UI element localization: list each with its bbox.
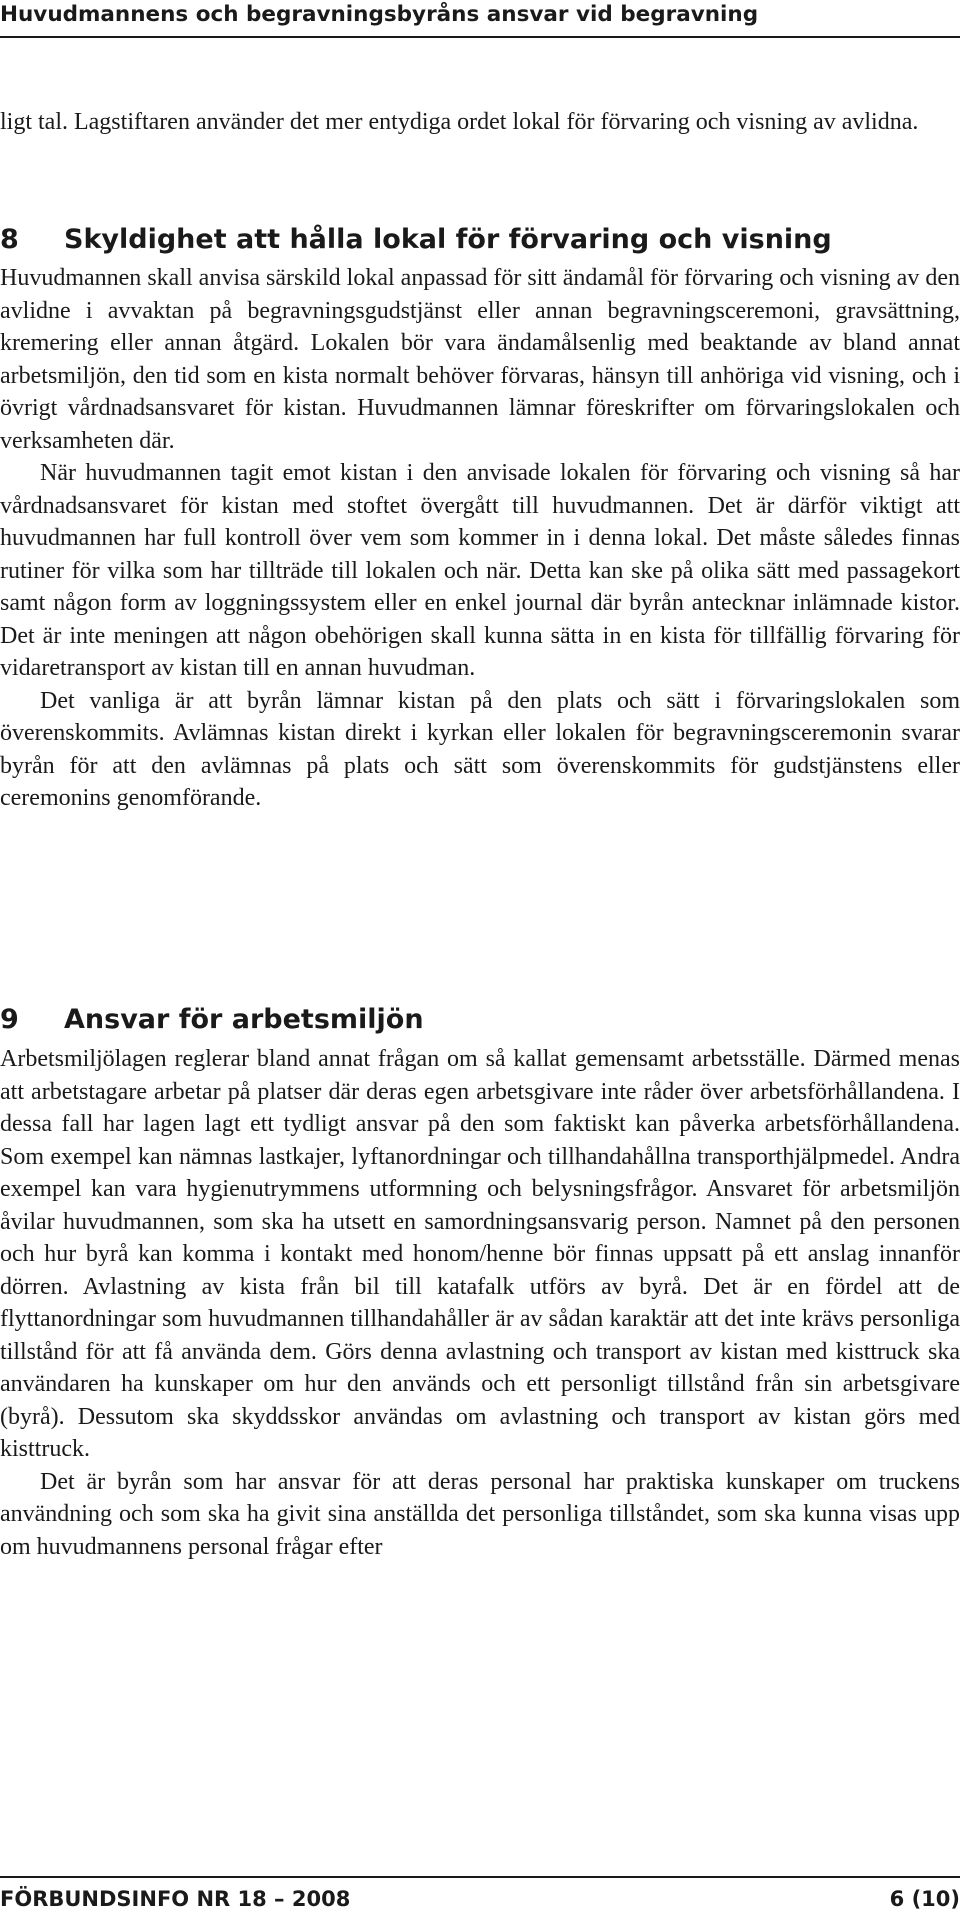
section-8-paragraph-1: Huvudmannen skall anvisa särskild lokal anpassad för sitt ändamål för förvaring och visning av den avlidne i avvaktan på begravningsgudstjänst eller annan begravningsceremoni, gravsättning, kremering eller annan åtgärd. Lokalen bör vara ändamålsenlig med beaktande av bland annat arbetsmiljön, den tid som en kista normalt behöver förvaras, hänsyn till anhöriga vid visning, och i övrigt vårdnadsansvaret för kistan. Huvudmannen lämnar föreskrifter om förvaringslokalen och verksamheten där.	[0, 265, 960, 454]
intro-paragraph: ligt tal. Lagstiftaren använder det mer entydiga ordet lokal för förvaring och visning av avlidna.	[0, 109, 919, 135]
page-footer	[0, 1884, 960, 1914]
footer-rule	[0, 1876, 960, 1878]
section-9-text	[0, 1043, 960, 1563]
running-header: Huvudmannens och begravningsbyråns ansvar vid begravning	[0, 2, 759, 27]
section-9-paragraph-2: Det är byrån som har ansvar för att deras personal har praktiska kunskaper om truckens användning och som ska ha givit sina anställda det personliga tillståndet, som ska kunna visas upp om huvudmannens personal frågar efter	[0, 1468, 960, 1560]
section-8-text	[0, 262, 960, 815]
footer-publication: FÖRBUNDSINFO NR 18 – 2008	[0, 1887, 351, 1911]
footer-page-number: 6 (10)	[889, 1887, 960, 1911]
section-9-heading	[0, 1002, 960, 1038]
header-rule	[0, 36, 960, 38]
section-8-heading	[0, 222, 960, 258]
intro-text	[0, 106, 960, 139]
section-9-number: 9	[0, 1004, 19, 1035]
section-9-title: Ansvar för arbetsmiljön	[64, 1004, 424, 1035]
section-8-paragraph-3: Det vanliga är att byrån lämnar kistan på den plats och sätt i förvaringslokalen som överenskommits. Avlämnas kistan direkt i kyrkan eller lokalen för begravningsceremonin svarar byrån för att den avlämnas på plats och sätt som överenskommits för gudstjänstens eller ceremonins genomförande.	[0, 687, 960, 811]
section-8-title: Skyldighet att hålla lokal för förvaring och visning	[64, 224, 832, 255]
section-9-paragraph-1: Arbetsmiljölagen reglerar bland annat frågan om så kallat gemensamt arbetsställe. Därmed menas att arbetstagare arbetar på platser där deras egen arbetsgivare inte råder över arbetsförhållandena. I dessa fall har lagen lagt ett tydligt ansvar på den som faktiskt kan påverka arbetsförhållandena. Som exempel kan nämnas lastkajer, lyftanordningar och tillhandahållna transporthjälpmedel. Andra exempel kan vara hygienutrymmens utformning och belysningsfrågor. Ansvaret för arbetsmiljön åvilar huvudmannen, som ska ha utsett en samordningsansvarig person. Namnet på den personen och hur byrå kan komma i kontakt med honom/henne bör finnas uppsatt på ett anslag innanför dörren. Avlastning av kista från bil till katafalk utförs av byrå. Det är en fördel att de flyttanordningar som huvudmannen tillhandahåller är av sådan karaktär att det inte krävs personliga tillstånd för att få använda dem. Görs denna avlastning och transport av kistan med kisttruck ska användaren ha kunskaper om hur den används och ett personligt tillstånd från sin arbetsgivare (byrå). Dessutom ska skyddsskor användas om avlastning och transport av kistan görs med kisttruck.	[0, 1046, 960, 1462]
section-8-paragraph-2: När huvudmannen tagit emot kistan i den anvisade lokalen för förvaring och visning så har vårdnadsansvaret för kistan med stoftet övergått till huvudmannen. Det är därför viktigt att huvudmannen har full kontroll över vem som kommer in i denna lokal. Det måste således finnas rutiner för vilka som har tillträde till lokalen och när. Detta kan ske på olika sätt med passagekort samt någon form av loggningssystem eller en enkel journal där byrån antecknar inlämnade kistor. Det är inte meningen att någon obehörigen skall kunna sätta in en kista för tillfällig förvaring för vidaretransport av kistan till en annan huvudman.	[0, 460, 960, 681]
section-8-number: 8	[0, 224, 19, 255]
